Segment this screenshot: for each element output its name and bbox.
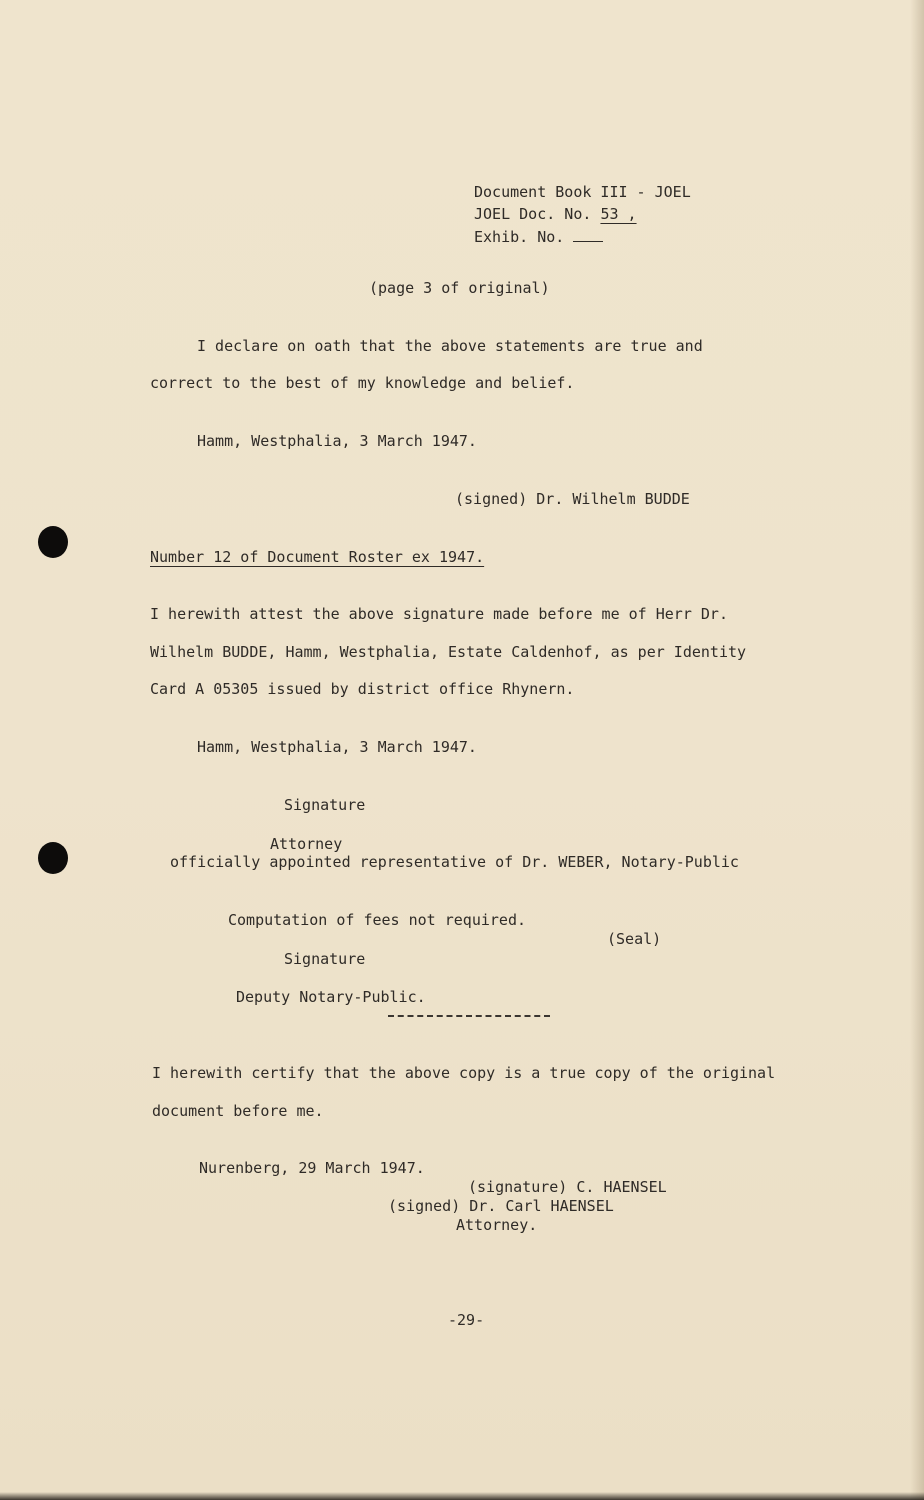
certification-line-2: document before me.	[152, 1102, 324, 1120]
punch-hole-bottom	[38, 842, 68, 874]
roster-heading: Number 12 of Document Roster ex 1947.	[150, 548, 485, 566]
page-number: -29-	[448, 1311, 485, 1329]
place-date-1: Hamm, Westphalia, 3 March 1947.	[197, 432, 477, 450]
appointment-line: officially appointed representative of Dr. WEBER, Notary-Public	[170, 853, 739, 871]
punch-hole-top	[38, 526, 68, 558]
exhibit-number-blank	[573, 227, 603, 242]
attestation-line-1: I herewith attest the above signature made before me of Herr Dr.	[150, 605, 728, 623]
attestation-line-2: Wilhelm BUDDE, Hamm, Westphalia, Estate Caldenhof, as per Identity	[150, 643, 747, 661]
signature-label-2: Signature	[284, 950, 366, 968]
deputy-notary-line: Deputy Notary-Public.	[236, 988, 426, 1006]
doc-number-value: 53 ,	[600, 205, 637, 223]
declaration-line-1: I declare on oath that the above statements are true and	[197, 337, 703, 355]
signed-budde: (signed) Dr. Wilhelm BUDDE	[455, 490, 690, 508]
signature-label-1: Signature	[284, 796, 366, 814]
page-right-edge	[910, 0, 924, 1500]
attorney-label-1: Attorney	[270, 835, 343, 853]
attorney-label-2: Attorney.	[456, 1216, 538, 1234]
place-date-3: Nurenberg, 29 March 1947.	[199, 1159, 425, 1177]
certification-line-1: I herewith certify that the above copy is a true copy of the original	[152, 1064, 776, 1082]
attestation-line-3: Card A 05305 issued by district office Rhynern.	[150, 680, 575, 698]
seal-label: (Seal)	[607, 930, 662, 948]
dashed-divider	[388, 1015, 550, 1017]
place-date-2: Hamm, Westphalia, 3 March 1947.	[197, 738, 477, 756]
fees-line: Computation of fees not required.	[228, 911, 527, 929]
page-bottom-edge	[0, 1492, 924, 1500]
doc-number-label: JOEL Doc. No.	[474, 205, 592, 223]
exhibit-label: Exhib. No.	[474, 228, 574, 246]
declaration-line-2: correct to the best of my knowledge and belief.	[150, 374, 575, 392]
signed-haensel: (signed) Dr. Carl HAENSEL	[388, 1197, 614, 1215]
page-of-original: (page 3 of original)	[369, 279, 550, 297]
document-book-line: Document Book III - JOEL	[474, 183, 691, 201]
exhibit-number-line	[474, 227, 603, 246]
signature-haensel: (signature) C. HAENSEL	[468, 1178, 667, 1196]
doc-number-line	[474, 205, 637, 223]
